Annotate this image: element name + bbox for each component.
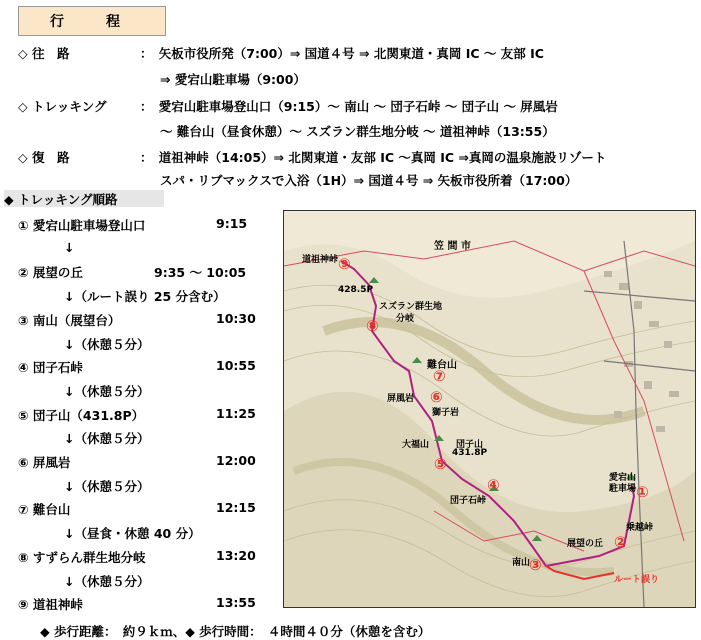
route-stop [18,358,256,376]
route-stop [18,310,256,329]
map-marker-5: ⑤ [434,455,447,473]
walking-summary: ◆ 歩行距離： 約９ｋｍ、◆ 歩行時間： ４時間４０分（休憩を含む） [40,624,431,639]
route-arrow [64,382,149,400]
route-map [283,210,696,608]
map-marker-4: ④ [487,476,500,494]
route-section-title: ◆ トレッキング順路 [4,190,164,207]
map-label-route-error: ルート誤り [614,575,660,585]
map-label-byobu: 屏風岩 [387,394,415,404]
map-label-p4318: 431.8P [452,448,488,458]
route-text: ③ 南山（展望台） [18,312,121,328]
map-marker-9: ⑨ [338,255,351,273]
map-label-shishi: 獅子岩 [432,408,460,418]
route-time: 12:00 [216,453,256,468]
route-time: 13:55 [216,595,256,611]
outbound-label: ◇ 往 路 [18,46,70,61]
route-text: ↓（ルート誤り 25 分含む） [64,289,226,305]
return-line-2: スパ・リブマックスで入浴（1H）⇒ 国道４号 ⇒ 矢板市役所着（17:00） [160,173,578,188]
route-text: ⑦ 難台山 [18,502,71,518]
route-time: 12:15 [216,500,256,516]
route-text: ⑨ 道祖神峠 [18,597,83,613]
route-text: ② 展望の丘 [18,265,83,281]
route-text: ④ 団子石峠 [18,360,83,376]
route-text: ↓ [64,239,75,255]
route-text: ① 愛宕山駐車場登山口 [18,218,146,233]
schedule-title: 行 程 [18,6,166,36]
map-marker-1: ① [636,483,649,501]
route-arrow [64,477,149,495]
route-arrow [64,287,226,305]
trekking-line-1: ： 愛宕山駐車場登山口（9:15）～ 南山 ～ 団子石峠 ～ 団子山 ～ 屏風岩 [140,99,558,114]
route-text: ⑥ 屏風岩 [18,455,71,470]
route-text: ↓（休憩５分） [64,336,150,352]
map-label-atago-parking: 駐車場 [609,484,637,494]
route-stop [18,263,247,281]
route-time: 9:35 ～ 10:05 [154,265,247,281]
route-time: 10:30 [216,310,256,326]
route-time: 9:15 [216,216,248,231]
map-marker-8: ⑧ [366,317,379,335]
trekking-line-2: ～ 難台山（昼食休憩）～ スズラン群生地分岐 ～ 道祖神峠（13:55） [160,124,555,139]
map-marker-2: ② [614,533,627,551]
map-marker-3: ③ [529,556,542,574]
map-label-p4285: 428.5P [338,285,374,295]
return-label: ◇ 復 路 [18,150,70,165]
map-label-minami: 南山 [512,558,531,568]
map-label-tenbou: 展望の丘 [567,539,604,549]
route-stop [18,500,256,518]
route-time: 13:20 [216,547,256,563]
route-stop [18,216,248,234]
map-label-atago: 愛宕山 [609,473,637,483]
route-text: ⑤ 団子山（431.8P） [18,407,145,423]
map-marker-6: ⑥ [430,388,443,406]
route-arrow [64,524,201,542]
route-text: ↓（休憩５分） [64,573,150,589]
route-text: ↓（休憩５分） [64,431,150,447]
route-text: ↓（休憩５分） [64,383,150,399]
route-text: ↓（昼食・休憩 40 分） [64,526,201,542]
outbound-line-1: ： 矢板市役所発（7:00）⇒ 国道４号 ⇒ 北関東道・真岡 IC ～ 友部 IC [140,46,544,61]
return-line-1: ： 道祖神峠（14:05）⇒ 北関東道・友部 IC ～真岡 IC ⇒真岡の温泉施設リゾート [140,150,607,165]
route-time: 10:55 [216,358,256,374]
route-arrow [64,240,74,255]
route-text: ↓（休憩５分） [64,478,150,494]
map-marker-7: ⑦ [433,367,446,385]
route-arrow [64,572,149,590]
route-stop [18,595,256,613]
route-stop [18,547,256,566]
map-label-dousojin: 道祖神峠 [302,255,339,265]
map-label-suzuran: スズラン群生地 [379,302,443,312]
route-stop [18,453,256,471]
route-time: 11:25 [216,405,256,421]
map-label-city: 笠 間 市 [434,241,471,252]
map-label-dango: 団子山 [456,440,484,450]
map-label-dangoishi: 団子石峠 [450,496,487,506]
route-stop [18,405,256,424]
map-label-suzuran-branch: 分岐 [396,314,415,324]
map-label-nandai: 難台山 [427,360,457,371]
outbound-line-2: ⇒ 愛宕山駐車場（9:00） [160,72,306,87]
trekking-label: ◇ トレッキング [18,99,107,114]
route-arrow [64,429,149,447]
map-label-norikoe: 乗越峠 [626,523,654,533]
map-label-ofuku: 大福山 [402,440,430,450]
route-text: ⑧ すずらん群生地分岐 [18,549,146,565]
route-arrow [64,335,149,353]
